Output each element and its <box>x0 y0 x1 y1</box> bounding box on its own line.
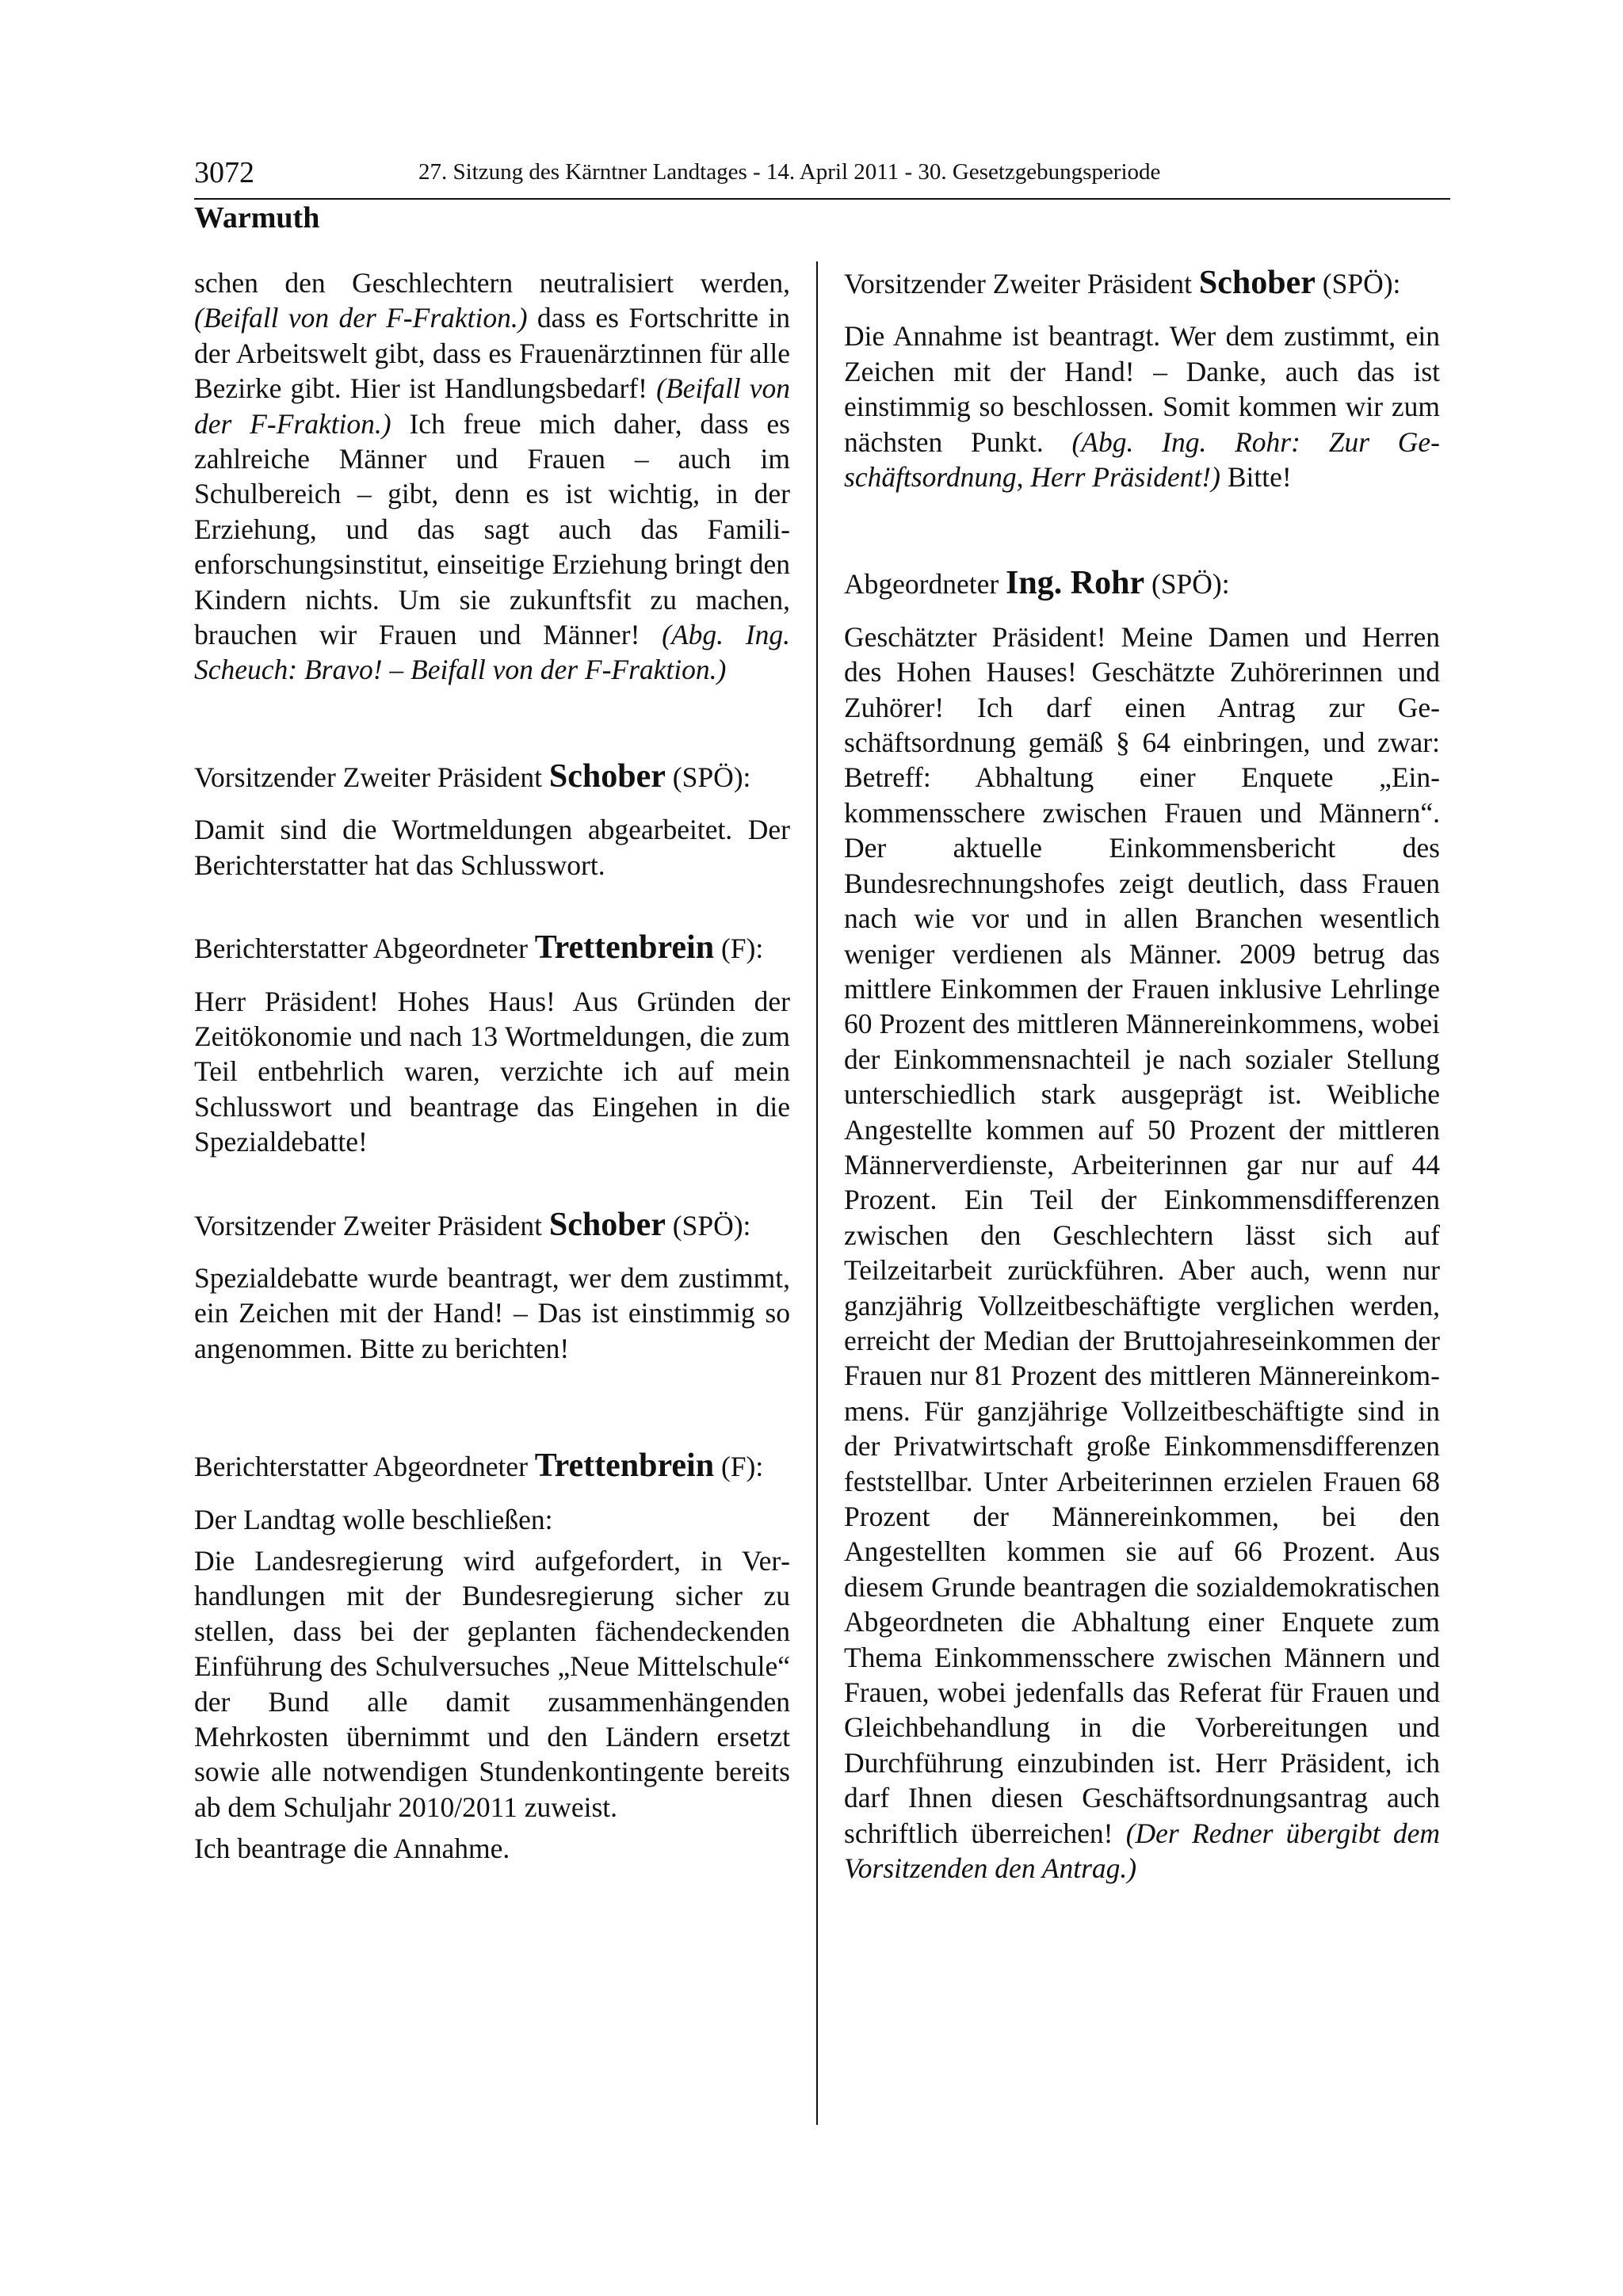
text: dass es Fortschritte in der Arbeitswelt gibt, dass es Frauenärztinnen für alle Bezirke gibt. Hier ist Handlungsbedarf! <box>194 302 790 405</box>
paragraph: Der Landtag wolle beschließen: <box>194 1503 553 1535</box>
spacer <box>194 1366 790 1448</box>
interjection: (Beifall von der F-Fraktion.) <box>194 372 790 440</box>
speaker-party: (F): <box>714 933 764 965</box>
speaker-role: Vorsitzender Zweiter Präsident <box>194 1209 549 1241</box>
speaker-role: Abgeordneter <box>844 568 1006 601</box>
speaker-party: (F): <box>714 1451 764 1483</box>
text: Die Annahme ist beantragt. Wer dem zustimmt, ein Zeichen mit der Hand! – Danke, auch das ist einstimmig so beschlossen. Somit kommen wir zum nächsten Punkt. <box>844 320 1440 458</box>
header-rule <box>194 198 1450 200</box>
text: Bitte! <box>1220 461 1292 494</box>
paragraph: Damit sind die Wortmeldungen abgearbeitet. Der Berichterstatter hat das Schlusswort. <box>194 814 790 881</box>
paragraph <box>194 265 790 688</box>
column-divider <box>816 261 818 2125</box>
session-title: 27. Sitzung des Kärntner Landtages - 14. April 2011 - 30. Gesetzgebungsperiode <box>418 159 1161 185</box>
speaker-name: Schober <box>548 757 666 795</box>
paragraph <box>844 318 1440 494</box>
spacer <box>194 688 790 759</box>
speaker-line <box>194 930 790 966</box>
speaker-name: Schober <box>548 1206 666 1243</box>
paragraph <box>844 620 1440 1886</box>
paragraph: Herr Präsident! Hohes Haus! Aus Gründen der Zeitökonomie und nach 13 Wortmeldungen, die zum Teil entbehrlich waren, verzichte ich auf mein Schlusswort und beantrage das Eingehen in die Spezialdebatte! <box>194 985 790 1158</box>
speaker-name: Schober <box>1198 265 1316 301</box>
interjection: (Der Redner übergibt dem Vorsitzenden den Antrag.) <box>844 1817 1440 1885</box>
interjection: (Beifall von der F-Fraktion.) <box>194 302 528 334</box>
speaker-name: Trettenbrein <box>534 1447 715 1485</box>
speaker-line <box>844 265 1440 301</box>
speaker-party: (SPÖ): <box>1144 568 1230 601</box>
spacer <box>194 795 790 812</box>
paragraph: Spezialdebatte wurde beantragt, wer dem zustimmt, ein Zeichen mit der Hand! – Das ist einstimmig so angenommen. Bitte zu berichten! <box>194 1261 790 1364</box>
right-column <box>844 265 1440 1886</box>
spacer <box>194 1485 790 1502</box>
speaker-name: Trettenbrein <box>534 929 715 967</box>
spacer <box>844 602 1440 620</box>
interjection: (Abg. Ing. Scheuch: Bravo! – Beifall von der F-Fraktion.) <box>194 619 790 686</box>
running-speaker-name: Warmuth <box>194 201 320 235</box>
left-column <box>194 265 790 1867</box>
text: schen den Geschlechtern neutralisiert werden, <box>194 267 790 299</box>
speaker-party: (SPÖ): <box>665 761 751 793</box>
spacer <box>194 883 790 930</box>
speaker-role: Vorsitzender Zweiter Präsident <box>194 761 549 793</box>
text: Geschätzter Präsident! Meine Damen und Herren des Hohen Hauses! Geschätzte Zuhörerinnen und Zuhörer! Ich darf einen Antrag zur Geschäftsordnung gemäß § 64 einbringen, und zwar: Betreff: Abhaltung einer Enquete „Einkommensschere zwischen Frauen und Männern“. Der aktuelle Einkommensbericht des Bundesrechnungshofes zeigt deutlich, dass Frauen nach wie vor und in allen Branchen wesentlich weniger verdienen als Männer. 2009 betrug das mittlere Einkommen der Frauen inklusive Lehrlinge 60 Prozent des mittleren Männereinkommens, wobei der Einkommensnachteil je nach sozialer Stellung unterschiedlich stark ausgeprägt ist. Weibliche Angestellte kommen auf 50 Prozent der mittleren Männerverdienste, Arbeiterinnen gar nur auf 44 Prozent. Ein Teil der Einkommensdifferenzen zwischen den Geschlechtern lässt sich auf Teilzeitarbeit zurückführen. Aber auch, wenn nur ganzjährig Vollzeitbeschäftigte verglichen werden, erreicht der Median der Bruttojahreseinkommen der Frauen nur 81 Prozent des mittleren Männereinkommens. Für ganzjährige Vollzeitbeschäftigte sind in der Privatwirtschaft große Einkommensdifferenzen feststellbar. Unter Arbeiterinnen erzielen Frauen 68 Prozent der Männereinkommen, bei den Angestellten kommen sie auf 66 Prozent. Aus diesem Grunde beantragen die sozialdemokratischen Abgeordneten die Abhaltung einer Enquete zum Thema Einkommensschere zwischen Männern und Frauen, wobei jedenfalls das Referat für Frauen und Gleichbehandlung in die Vorbereitungen und Durchführung einzubinden ist. Herr Präsident, ich darf Ihnen diesen Geschäftsordnungsantrag auch schriftlich überreichen! <box>844 620 1440 1849</box>
spacer <box>844 301 1440 318</box>
spacer <box>844 494 1440 566</box>
interjection: (Abg. Ing. Rohr: Zur Geschäftsordnung, Herr Präsident!) <box>844 425 1440 494</box>
speaker-line <box>194 1448 790 1484</box>
speaker-role: Vorsitzender Zweiter Präsident <box>844 268 1199 299</box>
paragraph: Ich beantrage die Annahme. <box>194 1833 510 1865</box>
spacer <box>194 1243 790 1261</box>
spacer <box>194 1160 790 1207</box>
speaker-line <box>844 566 1440 601</box>
spacer <box>194 967 790 984</box>
speaker-line <box>194 759 790 795</box>
speaker-name: Ing. Rohr <box>1006 565 1145 602</box>
speaker-role: Berichterstatter Abgeordneter <box>194 1451 535 1483</box>
paragraph: Die Landesregierung wird aufgefordert, in Verhandlungen mit der Bundesregierung sicher zu stellen, dass bei der geplanten fächendeckenden Einführung des Schulversuches „Neue Mittelschule“ der Bund alle damit zusammenhängenden Mehrkosten übernimmt und den Ländern ersetzt sowie alle notwendigen Stundenkontingente bereits ab dem Schuljahr 2010/2011 zuweist. <box>194 1544 790 1823</box>
speaker-line <box>194 1207 790 1243</box>
speaker-role: Berichterstatter Abgeordneter <box>194 933 535 965</box>
speaker-party: (SPÖ): <box>1315 268 1401 299</box>
speaker-party: (SPÖ): <box>665 1209 751 1241</box>
text: Ich freue mich daher, dass es zahlreiche Männer und Frauen – auch im Schulbereich – gibt, denn es ist wichtig, in der Erziehung, und das sagt auch das Familienforschungsinstitut, einseitige Erziehung bringt den Kindern nichts. Um sie zukunftsfit zu machen, brauchen wir Frauen und Männer! <box>194 407 790 651</box>
page-number: 3072 <box>194 156 254 189</box>
